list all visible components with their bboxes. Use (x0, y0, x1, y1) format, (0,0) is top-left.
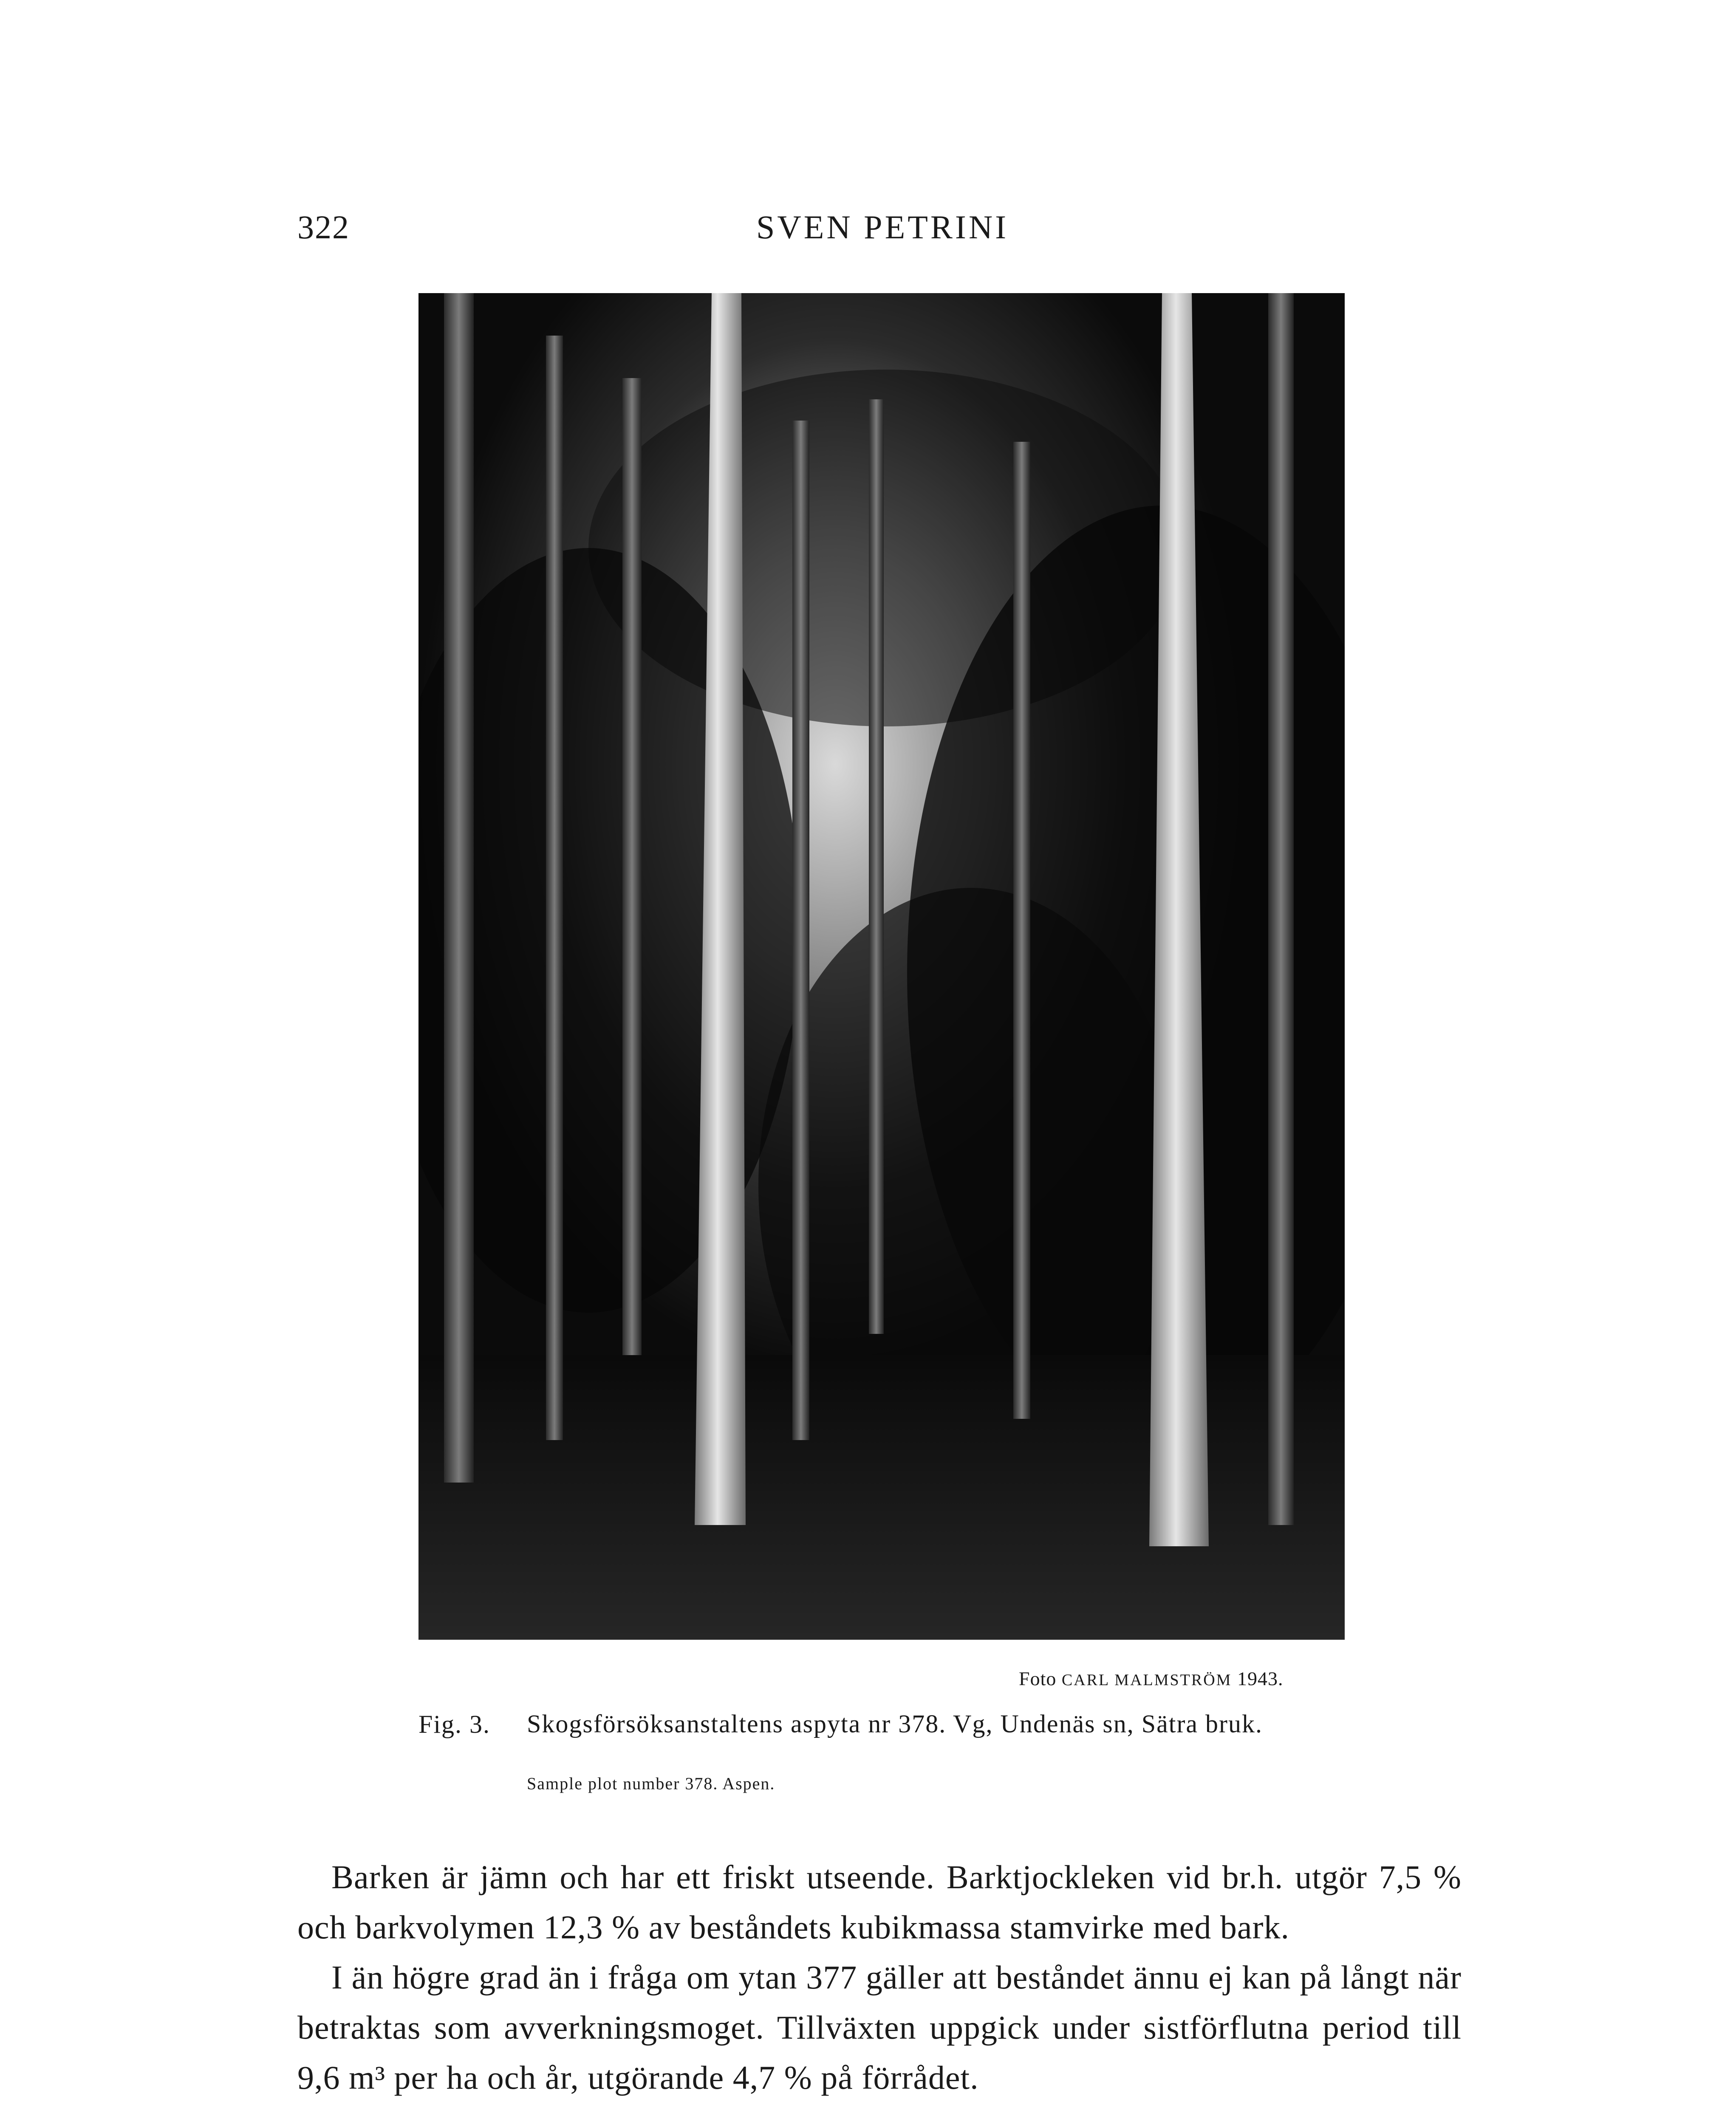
figure-caption-english: Sample plot number 378. Aspen. (527, 1774, 775, 1793)
credit-year: 1943. (1237, 1668, 1284, 1689)
forest-photo-icon (418, 293, 1345, 1640)
page-number: 322 (297, 209, 350, 246)
paragraph: I än högre grad än i fråga om ytan 377 gäller att beståndet ännu ej kan på långt när betraktas som avverkningsmoget. Tillväxten uppgick under sistförflutna period till 9,6 m³ per ha och år, utgörande 4,7 % på förrådet. (297, 1959, 1462, 2096)
paragraph: Barken är jämn och har ett friskt utseende. Barktjockleken vid br.h. utgör 7,5 % och barkvolymen 12,3 % av beståndets kubikmassa stamvirke med bark. (297, 1858, 1462, 1946)
credit-prefix: Foto (1019, 1668, 1057, 1689)
running-head: SVEN PETRINI (756, 209, 1009, 246)
forest-photo (418, 293, 1345, 1640)
figure-label: Fig. 3. (418, 1710, 491, 1738)
figure-caption: Skogsförsöksanstaltens aspyta nr 378. Vg, Undenäs sn, Sätra bruk. (527, 1710, 1263, 1738)
photo-credit (1019, 1667, 1283, 1690)
body-text (297, 1852, 1462, 2103)
credit-name: CARL MALMSTRÖM (1061, 1671, 1232, 1689)
